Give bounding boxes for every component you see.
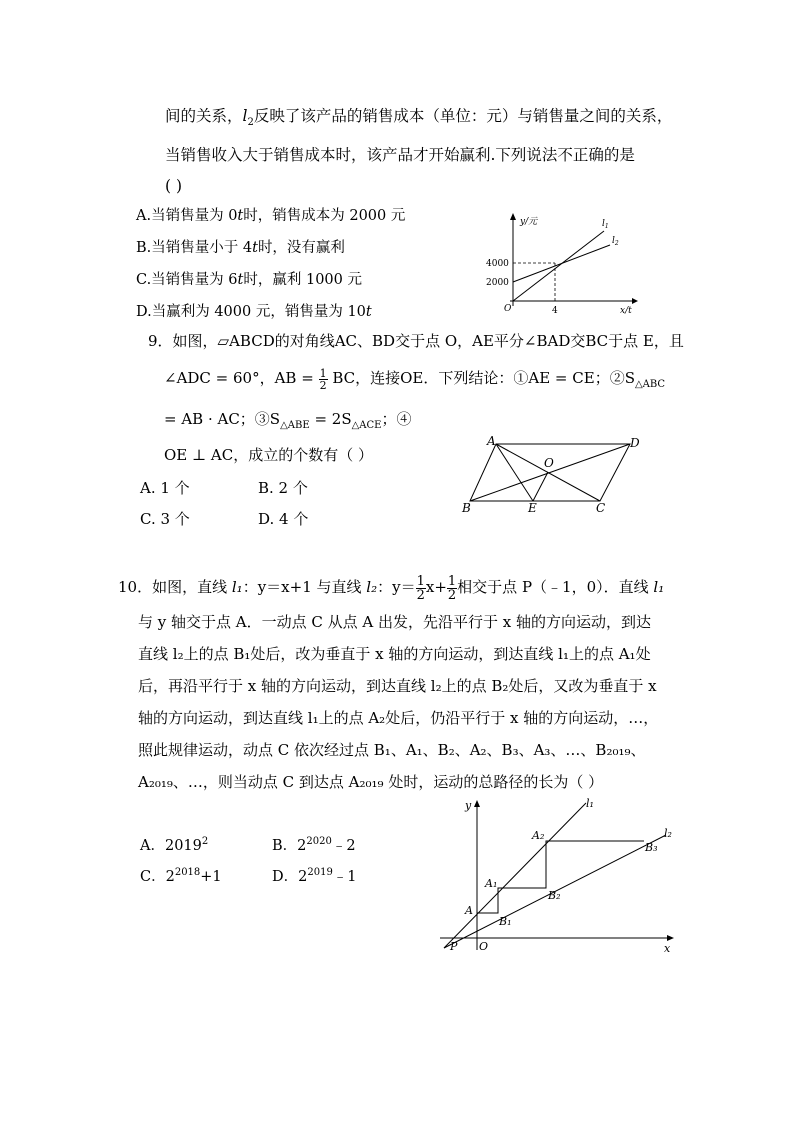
q9-line4: OE ⊥ AC，成立的个数有（ ）: [164, 446, 373, 464]
q10-option-d: D．$2^{2019}﹣1$: [272, 867, 357, 885]
q10-label-l1: l₁: [586, 797, 594, 810]
q8-option-b: B.当销售量小于 4t时，没有赢利: [136, 240, 345, 256]
q10-line-l1: [444, 803, 586, 948]
q9-segment-ae: [496, 444, 533, 501]
q9-option-d: D. 4 个: [258, 510, 309, 528]
q10-fraction-2: $\frac{1}{2}$: [447, 573, 457, 603]
q10-label-o: O: [479, 940, 489, 953]
q8-option-d: D.当赢利为 4000 元，销售量为 10t: [136, 304, 372, 320]
q10-label-a: A: [465, 904, 473, 917]
q9-line1: 9．如图，▱ABCD的对角线AC、BD交于点 O，AE平分∠BAD交BC于点 E，且: [148, 332, 684, 350]
q9-parallelogram-figure: [456, 430, 656, 520]
q10-line1: 10．如图，直线 l₁：y＝x+1 与直线 l₂：y＝ $\frac{1}{2}$ x+ $\frac{1}{2}$ 相交于点 P（﹣1，0）．直线 l₁: [118, 573, 665, 603]
q10-line2: 与 y 轴交于点 A．一动点 C 从点 A 出发，先沿平行于 x 轴的方向运动，到达: [138, 613, 651, 631]
q8-y-arrow: [510, 213, 516, 220]
q10-label-b3: B₃: [645, 841, 658, 854]
q8-option-c: C.当销售量为 6t时，赢利 1000 元: [136, 272, 362, 288]
q10-figure: [436, 795, 686, 955]
q10-line7: A₂₀₁₉、…，则当动点 C 到达点 A₂₀₁₉ 处时，运动的总路径的长为（ ）: [138, 773, 604, 791]
q10-label-b2: B₂: [548, 889, 561, 902]
q10-label-l2: l₂: [664, 827, 672, 840]
q10-label-p: P: [450, 940, 458, 953]
q9-label-o: O: [544, 456, 554, 470]
q10-label-a1: A₁: [485, 877, 498, 890]
q9-label-b: B: [462, 501, 471, 515]
q10-x-arrow: [667, 935, 674, 941]
q8-bracket: ( ): [165, 177, 183, 195]
q9-option-a: A. 1 个: [140, 479, 190, 497]
q9-fraction: $\frac{1}{2}$: [319, 366, 327, 392]
q9-line2: ∠ADC = 60°，AB = $\frac{1}{2}$ BC，连接OE．下列结论：①AE = CE；$②S_{\triangle ABC}$: [164, 366, 666, 392]
q8-graph: [480, 210, 640, 320]
q10-option-a: A．2019$^2$: [140, 836, 209, 854]
q10-option-c: C．$2^{2018}+1$: [140, 867, 222, 885]
q10-line4: 后，再沿平行于 x 轴的方向运动，到达直线 l₂上的点 B₂处后，又改为垂直于 x: [138, 677, 657, 695]
q8-option-a: A.当销售量为 0t时，销售成本为 2000 元: [136, 208, 406, 224]
q10-label-b1: B₁: [499, 915, 512, 928]
q10-path-segments: [477, 841, 644, 913]
q10-line6: 照此规律运动，动点 C 依次经过点 B₁、A₁、B₂、A₂、B₃、A₃、…、B₂₀₁₉、: [138, 741, 646, 759]
q8-ylabel: y/元: [520, 217, 538, 227]
q10-y-arrow: [474, 800, 480, 807]
q10-line3: 直线 l₂上的点 B₁处后，改为垂直于 x 轴的方向运动，到达直线 l₁上的点 A₁处: [138, 645, 651, 663]
q10-line5: 轴的方向运动，到达直线 l₁上的点 A₂处后，仍沿平行于 x 轴的方向运动，…，: [138, 709, 659, 727]
q9-option-b: B. 2 个: [258, 479, 308, 497]
q9-label-a: A: [487, 434, 496, 448]
q8-line-l2: [513, 245, 610, 282]
q8-tick-4: 4: [552, 306, 558, 316]
q8-x-arrow: [632, 298, 638, 304]
q10-label-x: x: [664, 942, 671, 955]
q9-line3: = AB · AC；$③S_{\triangle ABE} = 2S_{\triangle ACE}$；④: [164, 410, 412, 431]
q8-tick-2000: 2000: [486, 278, 509, 288]
q9-label-c: C: [596, 501, 606, 515]
q9-option-c: C. 3 个: [140, 510, 190, 528]
q8-line2: 当销售收入大于销售成本时，该产品才开始赢利.下列说法不正确的是: [165, 146, 635, 164]
q10-option-b: B．$2^{2020}﹣2$: [272, 836, 356, 854]
q9-label-e: E: [528, 501, 537, 515]
q8-label-l1: $l_1$: [602, 219, 609, 230]
q10-label-a2: A₂: [532, 829, 545, 842]
q8-line1: 间的关系，$l_2$反映了该产品的销售成本（单位：元）与销售量之间的关系，: [165, 107, 673, 129]
q9-diagonal-bd: [470, 444, 630, 501]
q9-label-d: D: [630, 436, 640, 450]
q8-label-l2: $l_2$: [612, 236, 619, 247]
q8-line-l1: [513, 231, 604, 301]
q8-tick-4000: 4000: [486, 259, 509, 269]
q8-xlabel: x/t: [620, 306, 632, 316]
q10-label-y: y: [465, 799, 472, 812]
q10-fraction-1: $\frac{1}{2}$: [416, 573, 425, 603]
q8-origin: O: [504, 304, 512, 314]
